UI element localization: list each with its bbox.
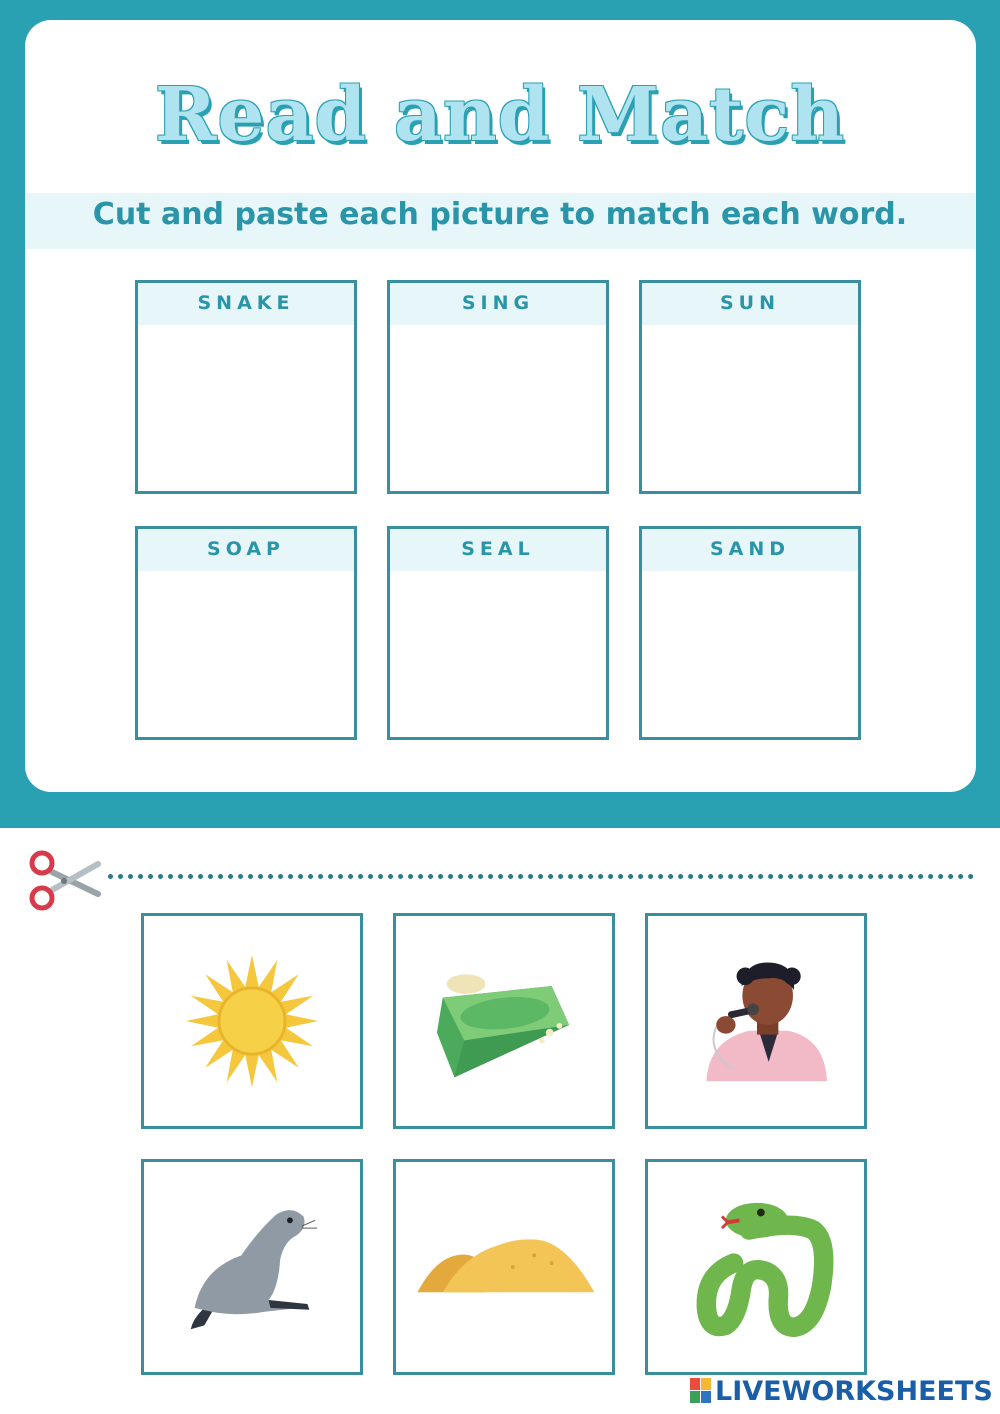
cut-line — [108, 874, 974, 879]
sun-icon[interactable] — [144, 916, 360, 1126]
snake-icon[interactable] — [648, 1162, 864, 1372]
singer-icon[interactable] — [648, 916, 864, 1126]
picture-card-soap[interactable] — [393, 913, 615, 1129]
word-box-snake[interactable] — [135, 280, 357, 494]
picture-card-snake[interactable] — [645, 1159, 867, 1375]
word-box-seal[interactable] — [387, 526, 609, 740]
picture-card-sand[interactable] — [393, 1159, 615, 1375]
scissors-icon — [28, 848, 102, 914]
word-label: SUN — [642, 283, 858, 325]
word-label: SAND — [642, 529, 858, 571]
picture-card-seal[interactable] — [141, 1159, 363, 1375]
sand-icon[interactable] — [396, 1162, 612, 1372]
picture-card-sun[interactable] — [141, 913, 363, 1129]
word-box-sand[interactable] — [639, 526, 861, 740]
brand-name: LIVEWORKSHEETS — [715, 1375, 993, 1407]
instruction-text: Cut and paste each picture to match each word. — [92, 197, 908, 232]
word-label: SING — [390, 283, 606, 325]
soap-icon[interactable] — [396, 916, 612, 1126]
word-box-sing[interactable] — [387, 280, 609, 494]
word-box-soap[interactable] — [135, 526, 357, 740]
word-box-sun[interactable] — [639, 280, 861, 494]
word-label: SEAL — [390, 529, 606, 571]
brand-logo-icon — [690, 1378, 712, 1404]
seal-icon[interactable] — [144, 1162, 360, 1372]
worksheet-title: Read and Match — [154, 72, 846, 158]
picture-card-singer[interactable] — [645, 913, 867, 1129]
word-label: SNAKE — [138, 283, 354, 325]
word-label: SOAP — [138, 529, 354, 571]
liveworksheets-logo[interactable] — [690, 1374, 993, 1408]
